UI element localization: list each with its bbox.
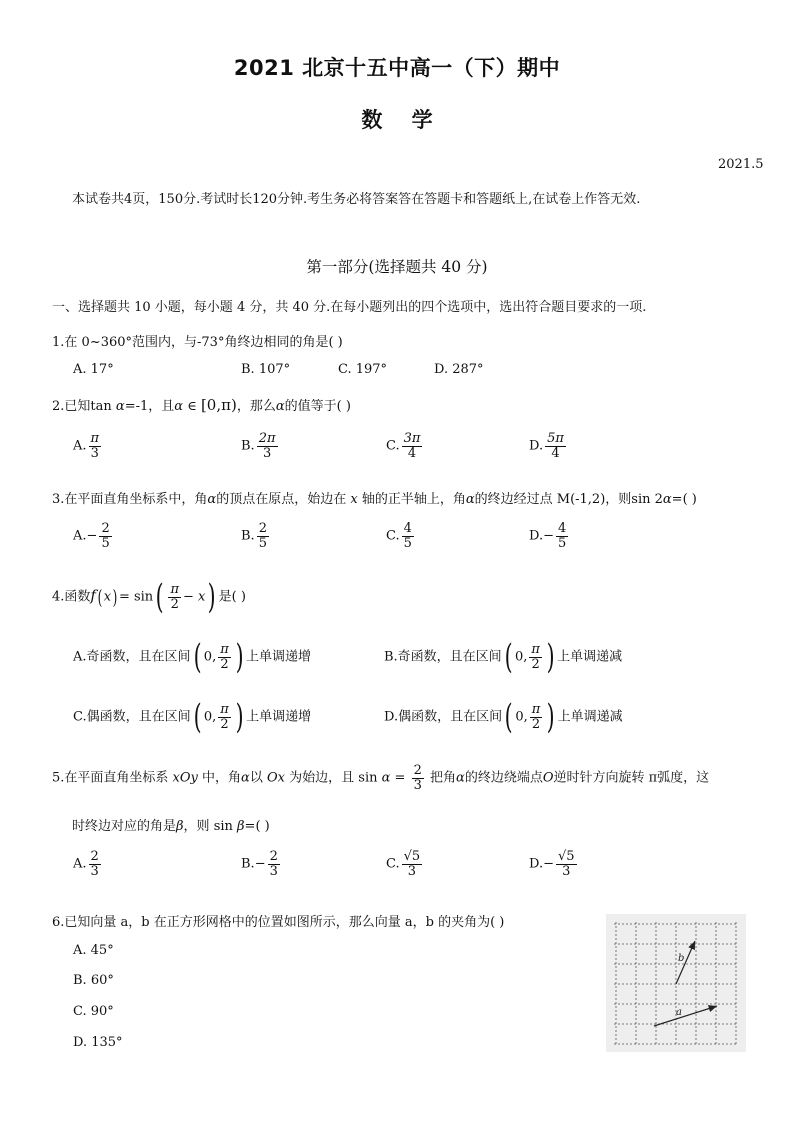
q4-b-dec: 上单调递减 — [557, 649, 623, 665]
q6-option-a: A. 45° — [73, 943, 114, 958]
q5-option-b — [241, 850, 282, 878]
q6-option-b: B. 60° — [73, 973, 114, 988]
q2-alpha: α — [115, 399, 125, 414]
q4-d-two: 2 — [531, 716, 541, 732]
q4-prefix: 4.函数 — [52, 589, 91, 605]
q4-option-a: A.奇函数，且在区间( 0, $\frac{\pi}{2}$ ) 上单调递增 — [73, 637, 312, 677]
q2-alpha-2: α — [174, 399, 184, 414]
q4-option-d: D.偶函数，且在区间( 0, $\frac{\pi}{2}$ ) 上单调递减 — [384, 697, 623, 737]
q1-option-a: A. 17° — [73, 362, 114, 377]
q3-a-num: 2 — [101, 521, 110, 536]
q3-c-num: 4 — [403, 521, 412, 536]
q1-option-c: C. 197° — [338, 362, 388, 377]
q3-alpha-3: α — [662, 492, 672, 507]
q5-sinb: sin — [213, 819, 233, 834]
q5-line2c: =( ) — [244, 819, 270, 834]
q5-stem2: 中，角 — [202, 770, 242, 786]
vector-a-arrow — [654, 1006, 717, 1026]
q3-d-den: 5 — [558, 535, 567, 551]
q4-a-label: A.奇函数，且在区间 — [73, 649, 191, 665]
instructions: 本试卷共4页，150分.考试时长120分钟.考生务必将答案答在答题卡和答题纸上,在试卷上作答无效. — [72, 192, 641, 207]
q3-alpha-2: α — [465, 492, 475, 507]
q2-a-label: A. — [73, 438, 87, 454]
q2-option-a — [73, 432, 103, 460]
q4-f: f — [90, 586, 96, 605]
q3-option-b — [241, 522, 271, 550]
q4-b-two: 2 — [531, 656, 540, 672]
q2-suffix: ，那么 — [236, 399, 276, 414]
q4-c-zero: 0, — [203, 709, 217, 725]
q1-option-d: D. 287° — [434, 362, 484, 377]
exam-title: 2021 北京十五中高一（下）期中 — [233, 56, 561, 80]
q3-c-den: 5 — [403, 535, 412, 551]
q2-stem — [52, 395, 351, 414]
q5-stem3: 以 — [249, 770, 263, 786]
q4-c-two: 2 — [220, 716, 229, 732]
q4-eqsin: = sin — [118, 589, 154, 605]
q4-a-two: 2 — [220, 656, 229, 672]
q2-alpha-3: α — [275, 399, 285, 414]
q2-b-num: 2π — [258, 431, 276, 446]
vector-b-label: b — [678, 953, 685, 964]
q1-option-b: B. 107° — [241, 362, 291, 377]
q4-a-inc: 上单调递增 — [246, 649, 312, 665]
subject-title: 数 学 — [361, 108, 433, 132]
part1-intro: 一、选择题共 10 小题，每小题 4 分，共 40 分.在每小题列出的四个选项中，选出符合题目要求的一项. — [52, 300, 647, 315]
q5-b-label: B. — [241, 856, 255, 872]
q5-frac-num: 2 — [413, 763, 422, 778]
q5-beta: β — [176, 819, 184, 834]
q4-option-b: B.奇函数，且在区间( 0, $\frac{\pi}{2}$ ) 上单调递减 — [384, 637, 623, 677]
q2-in: ∈ — [187, 399, 197, 414]
q2-tan: tan — [90, 399, 112, 414]
q2-c-num: 3π — [403, 431, 421, 446]
q4-stem: 4.函数f( x) = sin( $\frac{\pi}{2}$ − x) 是( ) — [52, 577, 246, 617]
q5-frac-den: 3 — [413, 777, 422, 793]
q5-c-den: 3 — [407, 863, 417, 879]
q2-c-den: 4 — [407, 445, 417, 461]
q5-d-sign: − — [543, 856, 554, 872]
q4-two: 2 — [170, 596, 179, 612]
q2-b-label: B. — [241, 438, 255, 454]
q2-d-den: 4 — [551, 445, 560, 461]
q5-a-num: 2 — [90, 849, 99, 864]
q3-a-den: 5 — [101, 535, 110, 551]
q5-a-den: 3 — [90, 863, 99, 879]
q3-sin2a: sin 2 — [631, 492, 663, 507]
q6-option-c: C. 90° — [73, 1004, 114, 1019]
q5-c-label: C. — [386, 856, 400, 872]
q5-stem1: 5.在平面直角坐标系 — [52, 770, 169, 786]
q3-stem — [52, 488, 697, 507]
q5-a-label: A. — [73, 856, 87, 872]
q6-option-d: D. 135° — [73, 1035, 123, 1050]
q2-option-d — [529, 432, 568, 460]
q5-stem4: 为始边，且 — [289, 770, 355, 786]
q2-a-num: π — [90, 431, 100, 446]
q3-option-a — [73, 522, 114, 550]
q5-stem-line2 — [72, 815, 270, 834]
q5-option-a — [73, 850, 103, 878]
part1-heading: 第一部分(选择题共 40 分) — [306, 258, 488, 276]
q3-b-num: 2 — [258, 521, 267, 536]
q2-prefix: 2.已知 — [52, 399, 91, 414]
q3-a-sign: − — [86, 528, 98, 544]
q3-option-c — [386, 522, 416, 550]
q4-b-pi: π — [531, 641, 540, 657]
q5-alpha-2: α — [381, 770, 391, 786]
q4-d-pi: π — [531, 701, 541, 717]
q2-eq: =-1，且 — [124, 399, 175, 414]
q3-stem1: 3.在平面直角坐标系中，角 — [52, 492, 208, 507]
q5-line2a: 时终边对应的角是 — [72, 819, 177, 834]
q3-stem3: 轴的正半轴上，角 — [361, 492, 466, 507]
q4-b-label: B.奇函数，且在区间 — [384, 649, 502, 665]
q3-stem5: =( ) — [671, 492, 697, 507]
q3-b-den: 5 — [258, 535, 267, 551]
q5-b-sign: − — [254, 856, 266, 872]
q3-a-label: A. — [73, 528, 87, 544]
q5-stem7: 逆时针方向旋转 π弧度，这 — [553, 770, 710, 786]
exam-date: 2021.5 — [718, 157, 764, 172]
q5-stem6: 的终边绕端点 — [464, 770, 543, 786]
q5-line2b: ，则 — [183, 819, 210, 834]
q4-c-label: C.偶函数，且在区间 — [73, 709, 191, 725]
q4-pi: π — [170, 581, 179, 597]
q4-c-pi: π — [220, 701, 229, 717]
q5-xoy: xOy — [172, 770, 198, 786]
q4-d-label: D.偶函数，且在区间 — [384, 709, 503, 725]
q4-b-zero: 0, — [514, 649, 528, 665]
q5-stem5: 把角 — [430, 770, 457, 786]
q5-eq: = — [394, 770, 406, 786]
q3-b-label: B. — [241, 528, 255, 544]
q4-option-c: C.偶函数，且在区间( 0, $\frac{\pi}{2}$ ) 上单调递增 — [73, 697, 312, 737]
q5-alpha: α — [241, 770, 250, 786]
q5-sina: sin — [358, 770, 378, 786]
vector-grid-svg — [606, 914, 746, 1052]
q2-b-den: 3 — [262, 445, 272, 461]
q4-x-2: x — [198, 589, 206, 605]
q5-o: O — [542, 770, 554, 786]
q5-d-num: √5 — [558, 849, 575, 864]
q5-d-label: D. — [529, 856, 544, 872]
q4-a-pi: π — [220, 641, 229, 657]
q2-option-b — [241, 432, 280, 460]
q5-beta-2: β — [237, 819, 245, 834]
q2-c-label: C. — [386, 438, 400, 454]
q3-stem2: 的顶点在原点，始边在 — [216, 492, 347, 507]
q3-d-sign: − — [543, 528, 554, 544]
q5-b-num: 2 — [269, 849, 278, 864]
q4-x: x — [103, 589, 112, 605]
vector-a-label: a — [676, 1007, 682, 1018]
vector-grid-figure — [606, 914, 746, 1052]
q4-c-inc: 上单调递增 — [246, 709, 312, 725]
q2-d-num: 5π — [547, 431, 564, 446]
q2-interval: [0,π) — [200, 396, 237, 414]
q3-d-num: 4 — [558, 521, 567, 536]
q3-option-d — [529, 522, 570, 550]
q3-x: x — [350, 492, 358, 507]
q5-b-den: 3 — [269, 863, 278, 879]
q2-suffix2: 的值等于( ) — [284, 399, 351, 414]
q5-stem-line1 — [52, 764, 709, 792]
q2-option-c — [386, 432, 424, 460]
q3-c-label: C. — [386, 528, 400, 544]
q5-option-c — [386, 850, 424, 878]
q5-ox: Ox — [266, 770, 285, 786]
q3-alpha: α — [207, 492, 217, 507]
q2-a-den: 3 — [90, 445, 99, 461]
q4-a-zero: 0, — [203, 649, 217, 665]
q3-d-label: D. — [529, 528, 544, 544]
q5-c-num: √5 — [403, 849, 421, 864]
q4-d-zero: 0, — [515, 709, 528, 725]
q5-d-den: 3 — [562, 863, 571, 879]
q6-stem: 6.已知向量 a，b 在正方形网格中的位置如图所示，那么向量 a，b 的夹角为( ) — [52, 915, 505, 930]
q1-stem: 1.在 0~360°范围内，与-73°角终边相同的角是( ) — [52, 335, 343, 350]
q4-minus: − — [182, 589, 194, 605]
q3-stem4: 的终边经过点 M(-1,2)，则 — [474, 492, 632, 507]
q4-suffix: 是( ) — [218, 589, 246, 605]
q4-d-dec: 上单调递减 — [557, 709, 623, 725]
q2-d-label: D. — [529, 438, 544, 454]
q5-alpha-3: α — [456, 770, 465, 786]
q5-option-d — [529, 850, 579, 878]
